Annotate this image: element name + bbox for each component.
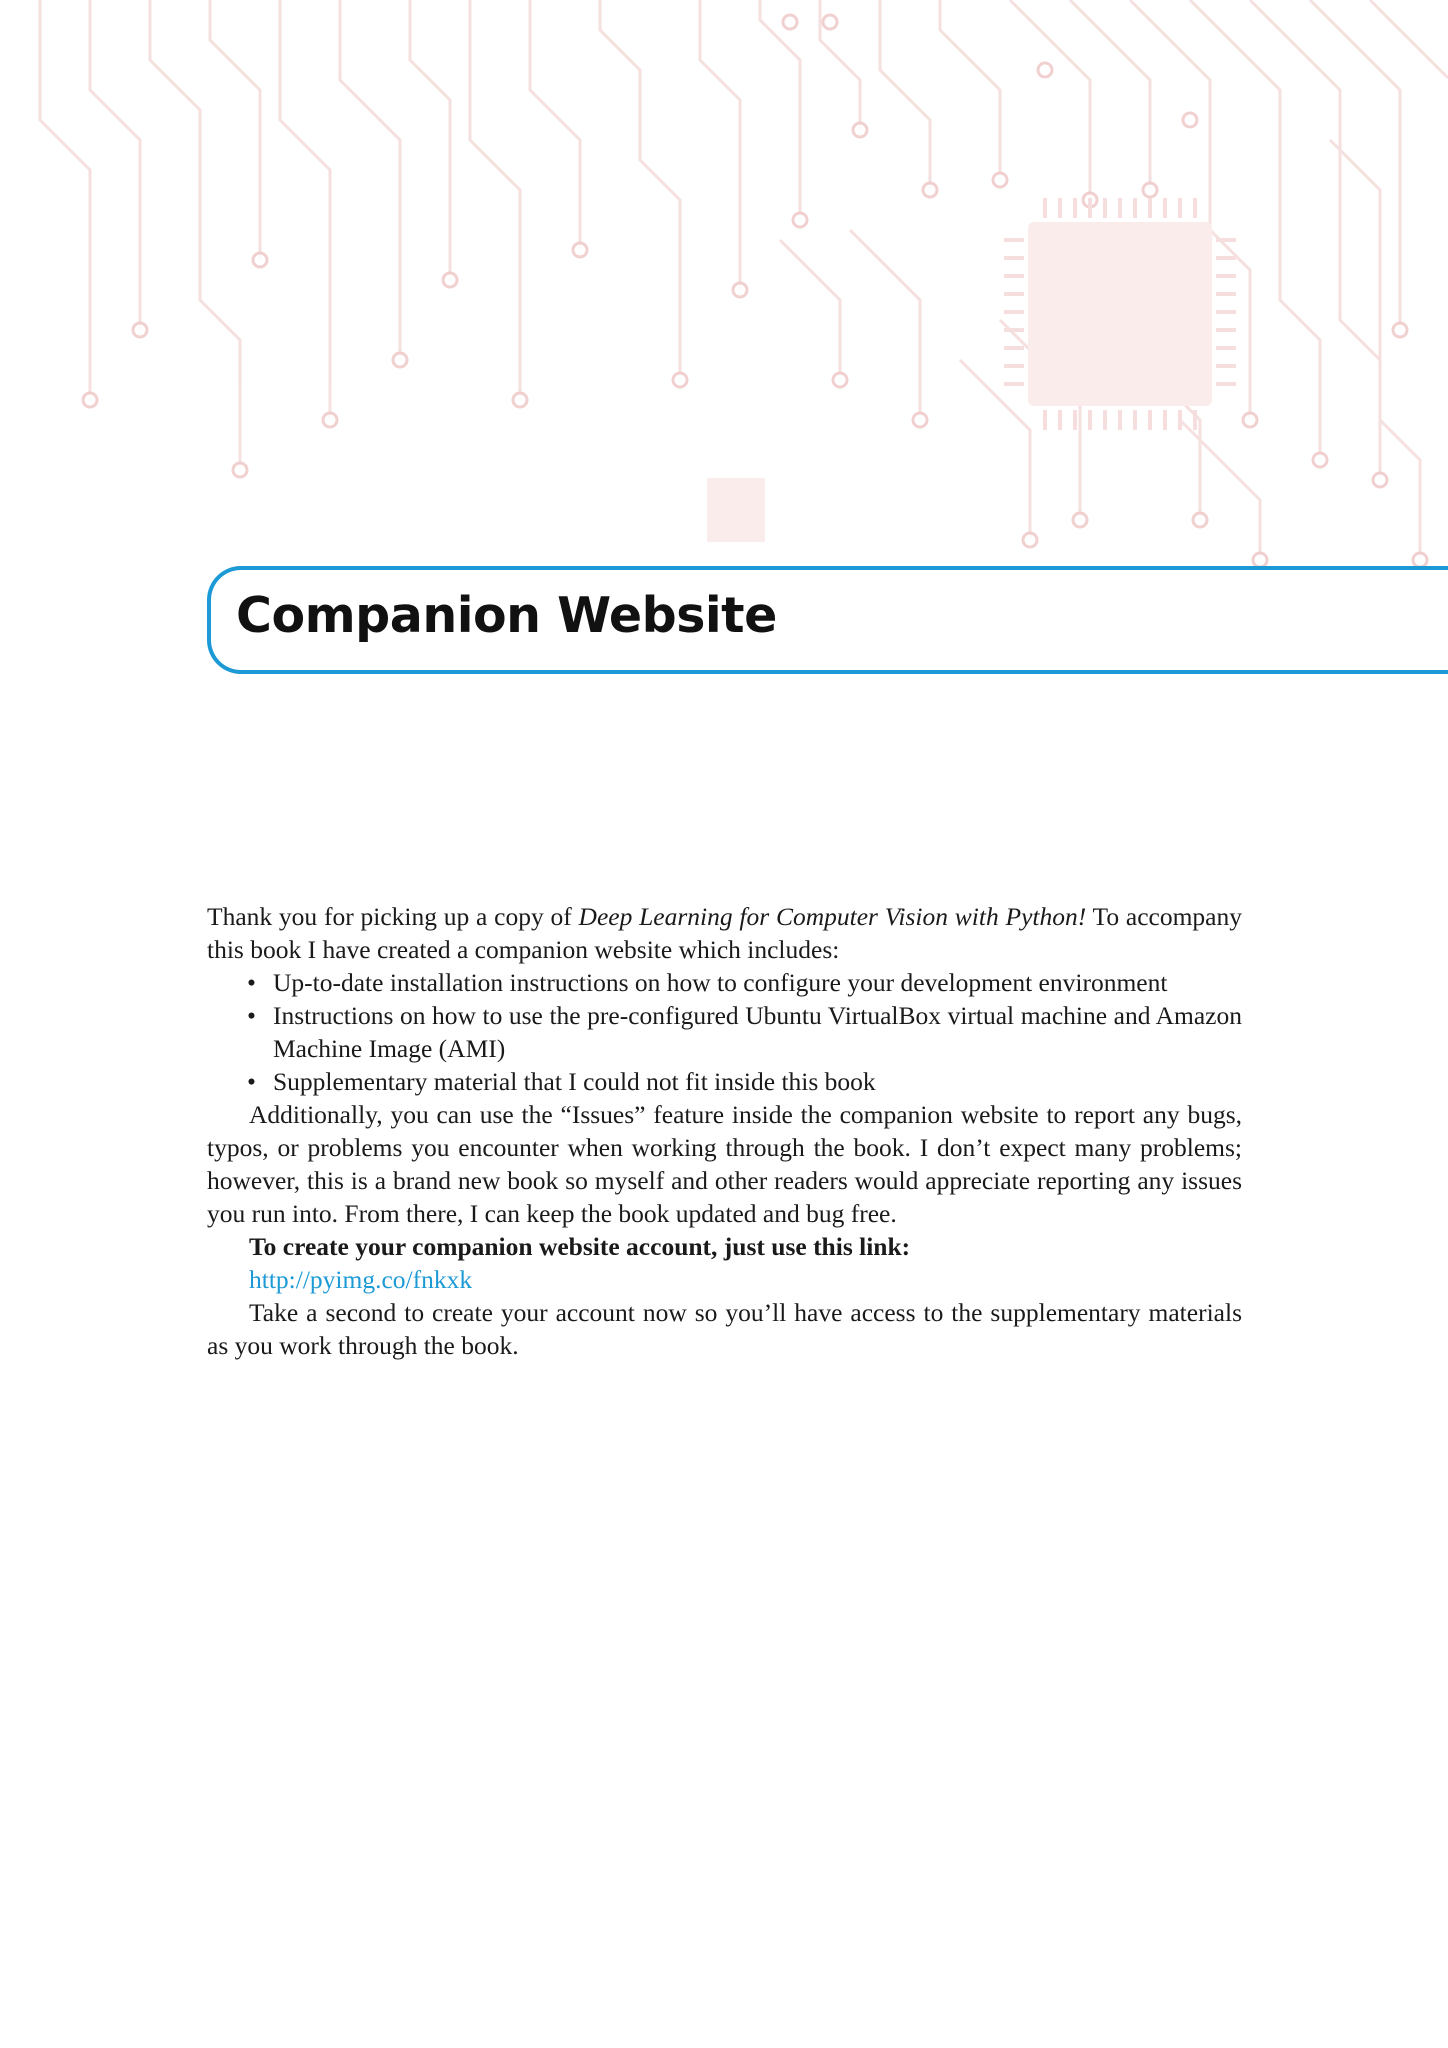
list-item: • Instructions on how to use the pre-configured Ubuntu VirtualBox virtual machine and Amazon Machine Image (AMI) bbox=[247, 1001, 1242, 1063]
intro-text-start: Thank you for picking up a copy of bbox=[207, 902, 579, 931]
chapter-title: Companion Website bbox=[236, 587, 777, 644]
bullet-icon: • bbox=[247, 968, 256, 997]
book-title: Deep Learning for Computer Vision with Python! bbox=[578, 902, 1087, 931]
list-item: • Supplementary material that I could not fit inside this book bbox=[247, 1067, 876, 1096]
intro-paragraph bbox=[207, 900, 1242, 966]
link-line bbox=[207, 1263, 1242, 1296]
companion-website-link[interactable]: http://pyimg.co/fnkxk bbox=[249, 1265, 473, 1294]
list-item: • Up-to-date installation instructions on how to configure your development environment bbox=[247, 968, 1168, 997]
intro-text-end: To accompany this book I have created a companion website which includes: bbox=[207, 902, 1242, 964]
bullet-icon: • bbox=[247, 1001, 256, 1030]
bullet-icon: • bbox=[247, 1067, 256, 1096]
chapter-body bbox=[207, 900, 1242, 1362]
closing-paragraph: Take a second to create your account now so you’ll have access to the supplementary materials as you work through the book. bbox=[207, 1298, 1242, 1360]
cta-text: To create your companion website account, just use this link: bbox=[249, 1232, 911, 1261]
issues-paragraph: Additionally, you can use the “Issues” feature inside the companion website to report any bugs, typos, or problems you encounter when working through the book. I don’t expect many problems; however, this is a brand new book so myself and other readers would appreciate reporting any issues you run into. From there, I can keep the book updated and bug free. bbox=[207, 1100, 1242, 1228]
feature-list bbox=[207, 966, 1242, 1098]
